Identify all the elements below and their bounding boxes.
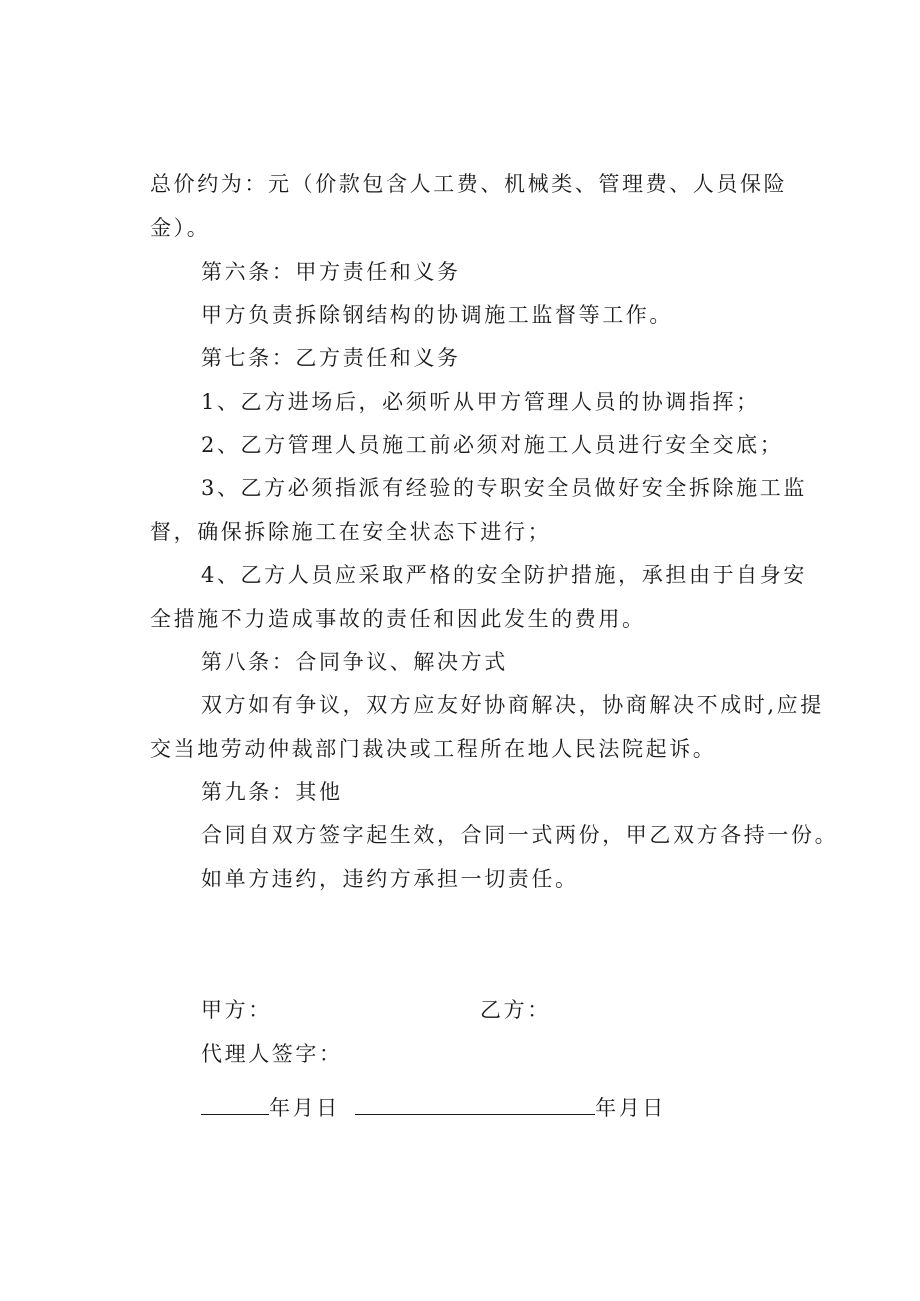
price-line-1: 总价约为：元（价款包含人工费、机械类、管理费、人员保险 xyxy=(150,172,788,196)
article7-item-3-line-2: 督，确保拆除施工在安全状态下进行； xyxy=(150,520,552,544)
date-row xyxy=(201,1094,666,1122)
party-a-label: 甲方： xyxy=(201,998,272,1022)
agent-signature-label: 代理人签字： xyxy=(201,1042,343,1066)
party-b-label: 乙方： xyxy=(480,998,551,1022)
article7-item-4-line-1: 4、乙方人员应采取严格的安全防护措施，承担由于自身安 xyxy=(201,563,807,587)
article7-item-1: 1、乙方进场后，必须听从甲方管理人员的协调指挥； xyxy=(201,390,760,414)
date-b-blank xyxy=(355,1094,595,1115)
article8-title: 第八条：合同争议、解决方式 xyxy=(201,650,508,674)
price-line-2: 金）。 xyxy=(150,216,211,240)
article8-line-2: 交当地劳动仲裁部门裁决或工程所在地人民法院起诉。 xyxy=(150,737,717,761)
article9-line-1: 合同自双方签字起生效，合同一式两份，甲乙双方各持一份。 xyxy=(201,823,839,847)
article8-line-1: 双方如有争议，双方应友好协商解决，协商解决不成时,应提 xyxy=(201,693,824,717)
date-a-blank xyxy=(201,1094,269,1115)
date-b-label: 年月日 xyxy=(595,1096,666,1120)
article9-title: 第九条：其他 xyxy=(201,780,343,804)
article6-body: 甲方负责拆除钢结构的协调施工监督等工作。 xyxy=(201,303,673,327)
article9-line-2: 如单方违约，违约方承担一切责任。 xyxy=(201,867,579,891)
article7-item-2: 2、乙方管理人员施工前必须对施工人员进行安全交底； xyxy=(201,433,784,457)
article7-item-3-line-1: 3、乙方必须指派有经验的专职安全员做好安全拆除施工监 xyxy=(201,476,807,500)
article7-title: 第七条：乙方责任和义务 xyxy=(201,346,461,370)
date-a-label: 年月日 xyxy=(269,1096,340,1120)
article6-title: 第六条：甲方责任和义务 xyxy=(201,260,461,284)
article7-item-4-line-2: 全措施不力造成事故的责任和因此发生的费用。 xyxy=(150,607,646,631)
